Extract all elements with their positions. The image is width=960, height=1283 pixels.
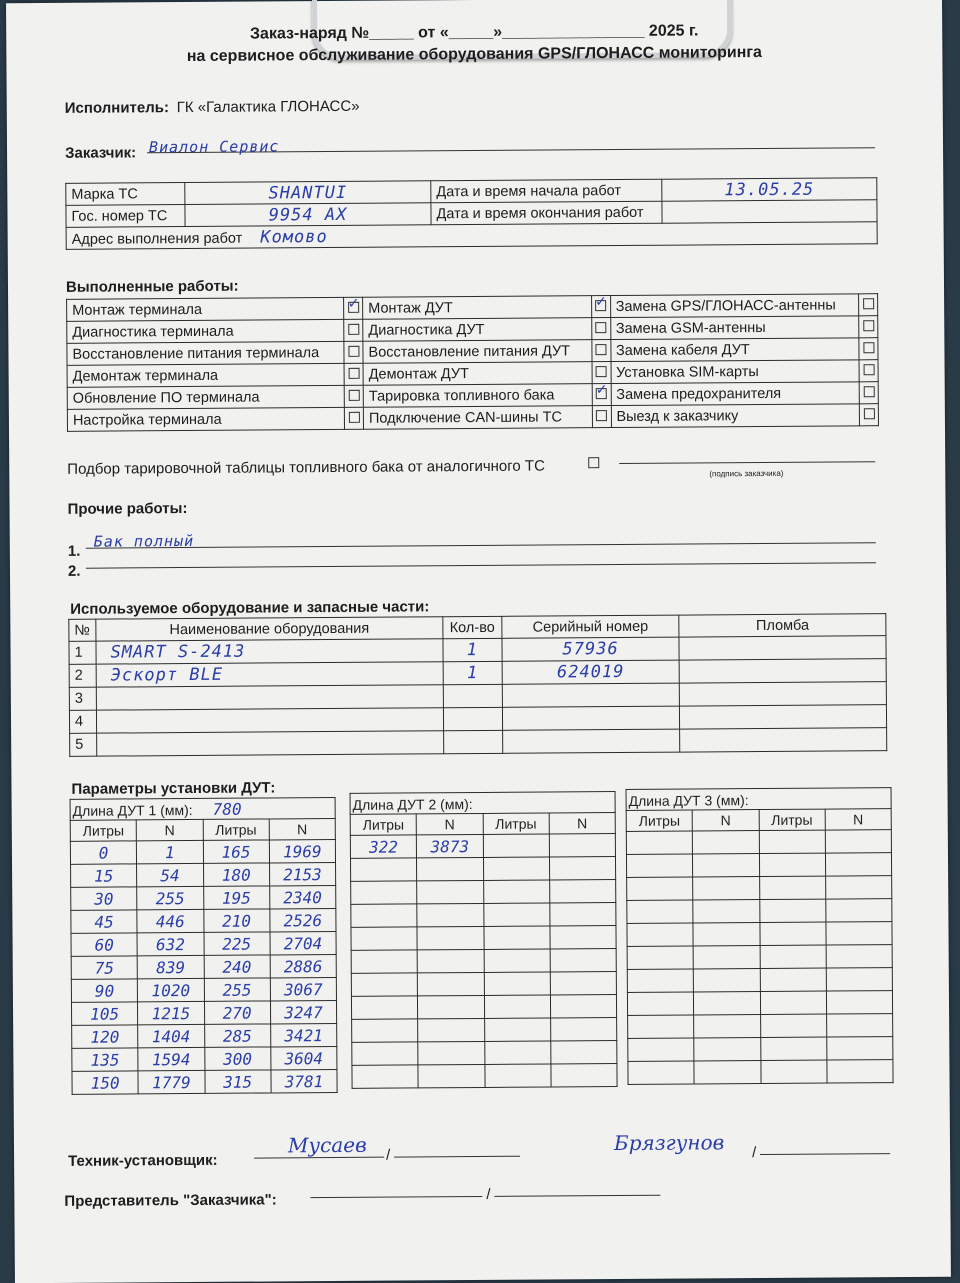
other-item-2-num: 2. [68,563,81,580]
dut-cell-value: 839 [156,958,185,977]
dut-cell-value: 210 [222,911,251,930]
dut-row [351,903,616,928]
dut-cell-value: 1594 [152,1050,191,1069]
dut-cell-value: 135 [90,1050,119,1069]
work-item-label: Обновление ПО терминала [67,385,344,409]
dut-column-header: Литры [483,813,549,834]
dut-cell-value: 3067 [284,980,323,999]
work-item-checkbox[interactable] [344,385,363,407]
work-item-label: Подключение CAN-шины ТС [363,406,592,430]
executor-label: Исполнитель: [65,99,169,117]
dut-row [72,1069,337,1094]
dut-cell-value: 240 [222,957,251,976]
work-item-checkbox[interactable] [591,296,610,318]
dut-cell-value: 75 [95,958,114,977]
dut-column-header: N [549,813,615,834]
work-item-label: Замена GPS/ГЛОНАСС-антенны [610,294,859,318]
equipment-cell-value: 624019 [557,662,625,682]
dut-column-header: N [136,819,202,840]
dut-row [72,1046,337,1071]
work-item-checkbox[interactable] [859,404,878,426]
work-item-checkbox[interactable] [344,363,363,385]
dut-column-header: Литры [759,809,825,830]
dut-length-label: Длина ДУТ 2 (мм): [353,796,473,813]
dut-cell-value: 1779 [152,1073,191,1092]
dut-cell-value: 2340 [283,888,322,907]
dut-cell-value: 90 [95,981,114,1000]
equipment-header: Наименование оборудования [96,617,443,641]
work-item-label: Замена GSM-антенны [610,316,859,340]
dut-cell-value: 322 [369,837,398,856]
dut-cell-value: 105 [90,1004,119,1023]
work-item-label: Замена кабеля ДУТ [610,338,859,362]
dut-cell-value: 2153 [283,865,322,884]
work-item-label: Монтаж ДУТ [363,296,592,320]
dut-cell-value: 150 [91,1073,120,1092]
equipment-cell [679,659,886,683]
equipment-header: Серийный номер [502,615,680,638]
dut-cell-value: 255 [223,980,252,999]
equipment-cell [96,639,443,664]
dut-cell-value: 3873 [430,837,469,856]
dut-row [628,1037,893,1062]
work-item-label: Настройка терминала [67,407,344,431]
equipment-header: Кол-во [443,616,502,638]
dut-cell-value: 165 [222,842,251,861]
dut-row [71,954,336,979]
vehicle-table [65,177,877,250]
dut-cell-value: 300 [223,1049,252,1068]
work-item-checkbox[interactable] [344,319,363,341]
dut-cell-value: 2886 [284,957,323,976]
customer-label: Заказчик: [65,144,136,161]
title-line-2: на сервисное обслуживание оборудования GPS/ГЛОНАСС мониторинга [6,43,942,68]
signature-caption: (подпись заказчика) [709,469,783,479]
dut-row [71,931,336,956]
dut-row [351,880,616,905]
work-item-label: Демонтаж терминала [67,363,344,387]
dut-length-label: Длина ДУТ 3 (мм): [629,792,749,809]
dut-cell-value: 255 [156,889,185,908]
equipment-cell [680,728,887,752]
dut-row [627,876,892,901]
dut-cell-value: 3421 [284,1026,323,1045]
customer-value: Виалон Сервис [149,137,280,156]
dut-row [71,862,336,887]
title-line-1: Заказ-наряд №_____ от «_____»________________ 2025 г. [6,21,942,46]
table-pick-checkbox[interactable] [584,457,602,471]
work-item-label: Диагностика ДУТ [363,318,592,342]
work-item-checkbox[interactable] [859,360,878,382]
work-item-label: Тарировка топливного бака [363,384,592,408]
dut-row [71,977,336,1002]
rep-label: Представитель "Заказчика": [64,1191,276,1209]
equipment-cell-value: 1 [467,640,478,660]
dut-cell-value: 225 [222,934,251,953]
executor-value: ГК «Галактика ГЛОНАСС» [177,98,360,116]
dut-title: Параметры установки ДУТ: [71,779,275,797]
equipment-cell [502,706,680,730]
dut-row [627,922,892,947]
dut-cell-value: 45 [94,912,113,931]
equipment-cell [680,705,887,729]
dut-cell-value: 195 [222,888,251,907]
work-item-checkbox[interactable] [859,338,878,360]
work-order-sheet: Заказ-наряд №_____ от «_____»________________ 2025 г. на сервисное обслуживание оборудования GPS/ГЛОНАСС мониторинга Исполнитель: ГК «Галактика ГЛОНАСС» Заказчик: Виалон Сервис Марка ТС SHANTUI Дата и время начала работ 13.05.25 Гос. номер ТС 9954 АХ Дата и время окончания работ Адрес выполнения работ Комово Выполненные работы: Монтаж терминала ✓ Монтаж ДУТ ✓ Замена GPS/ГЛОНАСС-антенны Диагностика терминала Диагностика ДУТ Замена GSM-антенны Восстановление питания терминала Восстановление питания ДУТ Замена кабеля ДУТ Демонтаж терминала Демонтаж ДУТ Установка SIM-карты Обновление ПО терминала Тарировка топливного бака ✓ Замена предохранителя Настройка терминала Подключение CAN-шины ТС Выезд к заказчику Подбор тарировочной таблицы топливного бака от аналогичного ТС (подпись заказчика) Прочие работы: 1. Бак полный 2. Используемое оборудование и запасные части: № Наименование оборудования Кол-во Серийный номер Пломба 1 SMART S-2413 1 57936 2 Эскорт BLE 1 624019 3 4 5 Параметры установки ДУТ: Длина ДУТ 1 (мм): 780 Литры N Литры N 0 1 165 1969 15 54 180 2153 30 255 195 2340 45 446 210 2526 60 632 225 2704 75 839 240 2886 90 1020 255 3067 105 1215 270 3247 120 1404 285 3421 135 1594 300 3604 150 1779 315 3781 Длина ДУТ 2 (мм): Литры N Литры N 322 3873 Длина ДУТ 3 (мм): Литры N Литры N Техник-установщик: Мусаев / Брязгунов / Представитель "Заказчика": / [6,0,951,1283]
dut-row [351,972,616,997]
dut-cell-value: 0 [99,843,109,862]
dut-row [71,885,336,910]
work-item-checkbox[interactable] [591,340,610,362]
dut-cell-value: 270 [223,1003,252,1022]
other-works-title: Прочие работы: [67,500,187,518]
tech-signature-2: Брязгунов [614,1130,724,1155]
dut-row [352,1041,617,1066]
dut-cell-value: 54 [160,866,179,885]
equipment-cell [443,684,502,707]
work-item-checkbox[interactable] [592,406,611,428]
dut-3-block [626,787,894,1085]
equipment-cell [680,682,887,706]
tech-label: Техник-установщик: [68,1152,218,1170]
dut-cell-value: 1215 [152,1004,191,1023]
dut-row [627,991,892,1016]
work-item-label: Диагностика терминала [67,319,344,343]
brand-value: SHANTUI [268,182,347,203]
equipment-cell: 1 [69,641,96,664]
work-item-checkbox[interactable] [591,318,610,340]
dut-row [70,839,335,864]
work-item-checkbox[interactable] [344,297,363,319]
plate-label: Гос. номер ТС [66,205,185,228]
table-pick-label: Подбор тарировочной таблицы топливного бака от аналогичного ТС [67,458,545,478]
equipment-cell [443,661,502,684]
dut-cell-value: 1969 [283,842,322,861]
dut-cell-value: 1020 [151,981,190,1000]
dut-row [628,1014,893,1039]
dut-cell-value: 3247 [284,1003,323,1022]
dut-cell-value: 3604 [284,1049,323,1068]
dut-1-block [70,797,338,1095]
dut-column-header: N [269,818,335,839]
equipment-cell [96,685,443,710]
tech-signature-1: Мусаев [288,1133,367,1158]
dut-row [350,834,615,859]
equipment-cell-value: Эскорт BLE [111,665,223,686]
equipment-cell [679,636,886,660]
dut-column-header: N [825,809,891,830]
equipment-cell [443,638,502,661]
address-value: Комово [260,227,328,247]
dut-column-header: Литры [626,810,692,831]
works-table [66,293,879,432]
equipment-cell [502,729,680,753]
dut-row [72,1023,337,1048]
plate-value: 9954 АХ [269,204,348,225]
dut-length-label: Длина ДУТ 1 (мм): [73,801,193,818]
end-label: Дата и время окончания работ [431,201,662,225]
dut-cell-value: 315 [223,1072,252,1091]
equipment-title: Используемое оборудование и запасные части: [70,598,429,618]
dut-column-header: N [692,810,758,831]
dut-row [626,830,891,855]
dut-row [352,1018,617,1043]
work-item-checkbox[interactable] [859,294,878,316]
equipment-cell-value: 57936 [562,639,618,659]
dut-row [71,908,336,933]
equipment-cell-value: 1 [467,663,478,683]
equipment-cell [502,660,680,684]
work-item-label: Восстановление питания ДУТ [363,340,592,364]
work-item-checkbox[interactable] [344,407,363,429]
other-item-1-text: Бак полный [94,532,194,551]
dut-row [351,995,616,1020]
equipment-cell-value: SMART S-2413 [110,642,245,663]
dut-row [626,853,891,878]
equipment-cell [443,730,502,753]
work-item-checkbox[interactable] [859,316,878,338]
dut-cell-value: 446 [156,912,185,931]
work-item-label: Выезд к заказчику [611,404,860,428]
work-item-label: Восстановление питания терминала [67,341,344,365]
dut-row [627,945,892,970]
work-item-checkbox[interactable] [592,384,611,406]
work-item-checkbox[interactable] [344,341,363,363]
dut-cell-value: 2704 [284,934,323,953]
dut-cell-value: 15 [94,866,113,885]
dut-row [627,968,892,993]
equipment-cell [97,731,444,756]
equipment-header: Пломба [679,614,886,637]
equipment-cell [96,708,443,733]
dut-cell-value: 180 [222,865,251,884]
dut-row [352,1064,617,1089]
dut-cell-value: 2526 [283,911,322,930]
dut-cell-value: 3781 [285,1072,324,1091]
dut-length-value: 780 [213,799,242,818]
dut-row [71,1000,336,1025]
dut-2-block [350,791,618,1089]
dut-cell-value: 632 [156,935,185,954]
equipment-cell: 2 [69,664,96,687]
work-item-label: Установка SIM-карты [611,360,860,384]
equipment-cell [443,707,502,730]
dut-column-header: Литры [350,814,416,835]
works-title: Выполненные работы: [66,278,239,296]
dut-cell-value: 1404 [152,1027,191,1046]
start-label: Дата и время начала работ [431,179,662,203]
dut-cell-value: 60 [95,935,114,954]
work-item-label: Монтаж терминала [67,297,344,321]
work-item-checkbox[interactable] [859,382,878,404]
equipment-cell [502,637,680,661]
dut-cell-value: 30 [94,889,113,908]
brand-label: Марка ТС [66,183,185,206]
equipment-row [70,728,887,757]
dut-row [628,1060,893,1085]
equipment-table [68,613,887,757]
other-item-1-num: 1. [68,543,81,560]
start-value: 13.05.25 [724,179,814,200]
equipment-cell: 4 [69,710,96,733]
equipment-cell [96,662,443,687]
dut-row [627,899,892,924]
equipment-cell: 3 [69,687,96,710]
work-item-label: Демонтаж ДУТ [363,362,592,386]
dut-cell-value: 285 [223,1026,252,1045]
equipment-header: № [69,619,96,641]
work-item-label: Замена предохранителя [611,382,860,406]
address-label: Адрес выполнения работ [72,230,243,247]
dut-row [351,949,616,974]
dut-cell-value: 120 [90,1027,119,1046]
dut-row [351,926,616,951]
dut-column-header: Литры [70,820,136,841]
dut-cell-value: 1 [165,843,175,862]
dut-row [350,857,615,882]
equipment-cell [502,683,680,707]
dut-column-header: Литры [203,819,269,840]
dut-column-header: N [416,813,482,834]
equipment-cell: 5 [70,733,97,756]
